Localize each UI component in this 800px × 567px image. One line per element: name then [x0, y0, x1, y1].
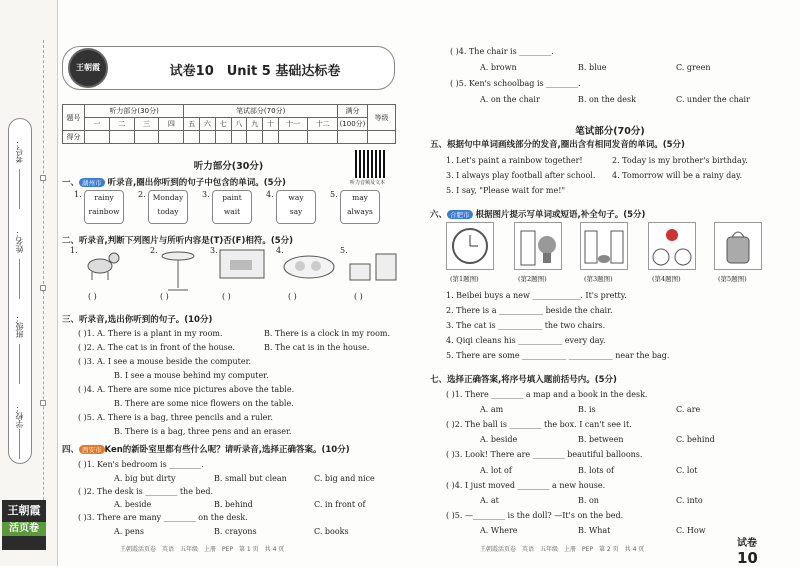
section-5-list: 1. Let's paint a rainbow together! 2. Today is my brother's birthday. 3. I always play football after school. 4. Tomorrow will be a rainy day. 5. I say, "Please wait for me!"	[446, 156, 748, 195]
word-card[interactable]: Monday today	[148, 190, 188, 224]
label-exam-no: 考号：	[15, 139, 24, 163]
section-1-title: 一、 湖州市 听录音,圈出你听到的句子中包含的单词。(5分)	[62, 178, 286, 188]
section-6-pictures: (第1题图) (第2题图) (第3题图) (第4题图) (第5题图)	[444, 222, 784, 288]
footer-left: 王朝霞活页卷 英语 五年级 上册 PEP 第 1 页 共 4 页	[120, 546, 285, 553]
written-heading: 笔试部分(70分)	[575, 126, 645, 137]
page-number: 试卷10	[737, 538, 758, 567]
bag-picture-icon	[714, 222, 762, 270]
section-4-continued: ( )4. The chair is ________. A. brown B. blue C. green ( )5. Ken's schoolbag is ________. A. on the chair B. on the desk C. under the chair	[450, 47, 750, 104]
qr-code[interactable]	[355, 150, 385, 178]
section-6-title: 六、 合肥市 根据图片提示写单词或短语,补全句子。(5分)	[430, 210, 646, 220]
dog-picture-icon	[82, 248, 132, 282]
section-7-title: 七、选择正确答案,将序号填入题前括号内。(5分)	[430, 375, 617, 385]
bike-picture-icon	[648, 222, 696, 270]
table-picture-icon	[158, 248, 198, 292]
section-3-title: 三、听录音,选出你听到的句子。(10分)	[62, 315, 213, 325]
section-4-title: 四、 西安市 Ken的新卧室里都有些什么呢？请听录音,选择正确答案。(10分)	[62, 445, 350, 455]
student-info-box	[8, 118, 32, 464]
footer-right: 王朝霞活页卷 英语 五年级 上册 PEP 第 2 页 共 4 页	[480, 546, 645, 553]
section-2-title: 二、听录音,判断下列图片与所听内容是(T)否(F)相符。(5分)	[62, 236, 294, 246]
binding-hole	[40, 285, 46, 291]
score-table: 题号 听力部分(30分) 笔试部分(70分) 满分 等级 一 二 三 四 五 六 七 八 九 十 十一 十二 (100分) 得分	[62, 104, 396, 144]
brand-logo: 王朝霞 活页卷	[2, 500, 46, 550]
section-7-list: ( )1. There ________ a map and a book in the desk. A. am B. is C. are ( )2. The ball is ________ the box. I can't see it. A. beside B. between C. behind ( )3. Look! There are ________ beautiful balloons. A. lot of B. lots of C. lot ( )4. I just moved ________ a new house. A. at B. on C. into ( )5. —________ is the doll? —It's on the bed. A. Where B. What C. How	[446, 390, 715, 536]
qr-caption: 听力音频及文本	[350, 180, 386, 186]
section-5-title: 五、根据句中单词画线部分的发音,圈出含有相同发音的单词。(5分)	[430, 140, 685, 150]
room-picture-icon	[346, 248, 400, 284]
word-card[interactable]: may always	[340, 190, 380, 224]
listening-heading: 听力部分(30分)	[193, 161, 264, 172]
chairs-picture-icon	[580, 222, 628, 270]
section-4-list: ( )1. Ken's bedroom is ________. A. big but dirty B. small but clean C. big and nice ( )2. The desk is ________ the bed. A. beside B. behind C. in front of ( )3. There are many ________ on the desk. A. pens B. crayons C. books	[78, 460, 375, 536]
label-name: 姓名：	[15, 229, 24, 253]
food-picture-icon	[282, 254, 336, 280]
word-card[interactable]: way say	[276, 190, 316, 224]
label-school: 学校：	[15, 404, 24, 428]
publisher-seal: 王朝霞	[68, 48, 108, 88]
clock-picture-icon	[446, 222, 494, 270]
section-6-sentences: 1. Beibei buys a new ____________. It's pretty. 2. There is a ___________ beside the chair. 3. The cat is ___________ the two chairs. 4. Qiqi cleans his ___________ every day. 5. There are some ___________ ___________ near the bag.	[446, 291, 670, 360]
page-title: 试卷10 Unit 5 基础达标卷	[169, 64, 341, 79]
word-cards: 1. rainy rainbow 2. Monday today 3. paint wait 4. way say 5. may always	[74, 190, 396, 226]
tf-pictures: 1. 2. 3. 4. 5. ( ) ( ) ( ) ( ) ( )	[70, 246, 400, 306]
binding-hole	[40, 400, 46, 406]
plant-picture-icon	[514, 222, 562, 270]
tv-picture-icon	[218, 248, 266, 284]
label-class: 班级：	[15, 314, 24, 338]
section-3-list: ( )1. A. There is a plant in my room. B. There is a clock in my room. ( )2. A. The cat is in front of the house. B. The cat is in the house. ( )3. A. I see a mouse beside the computer. B. I see a mouse behind my computer. ( )4. A. There are some nice pictures above the table. B. There are some nice flowers on the table. ( )5. A. There is a bag, three pencils and a ruler. B. There is a bag, three pens and an eraser.	[78, 329, 391, 436]
word-card[interactable]: paint wait	[212, 190, 252, 224]
word-card[interactable]: rainy rainbow	[84, 190, 124, 224]
binding-hole	[40, 175, 46, 181]
